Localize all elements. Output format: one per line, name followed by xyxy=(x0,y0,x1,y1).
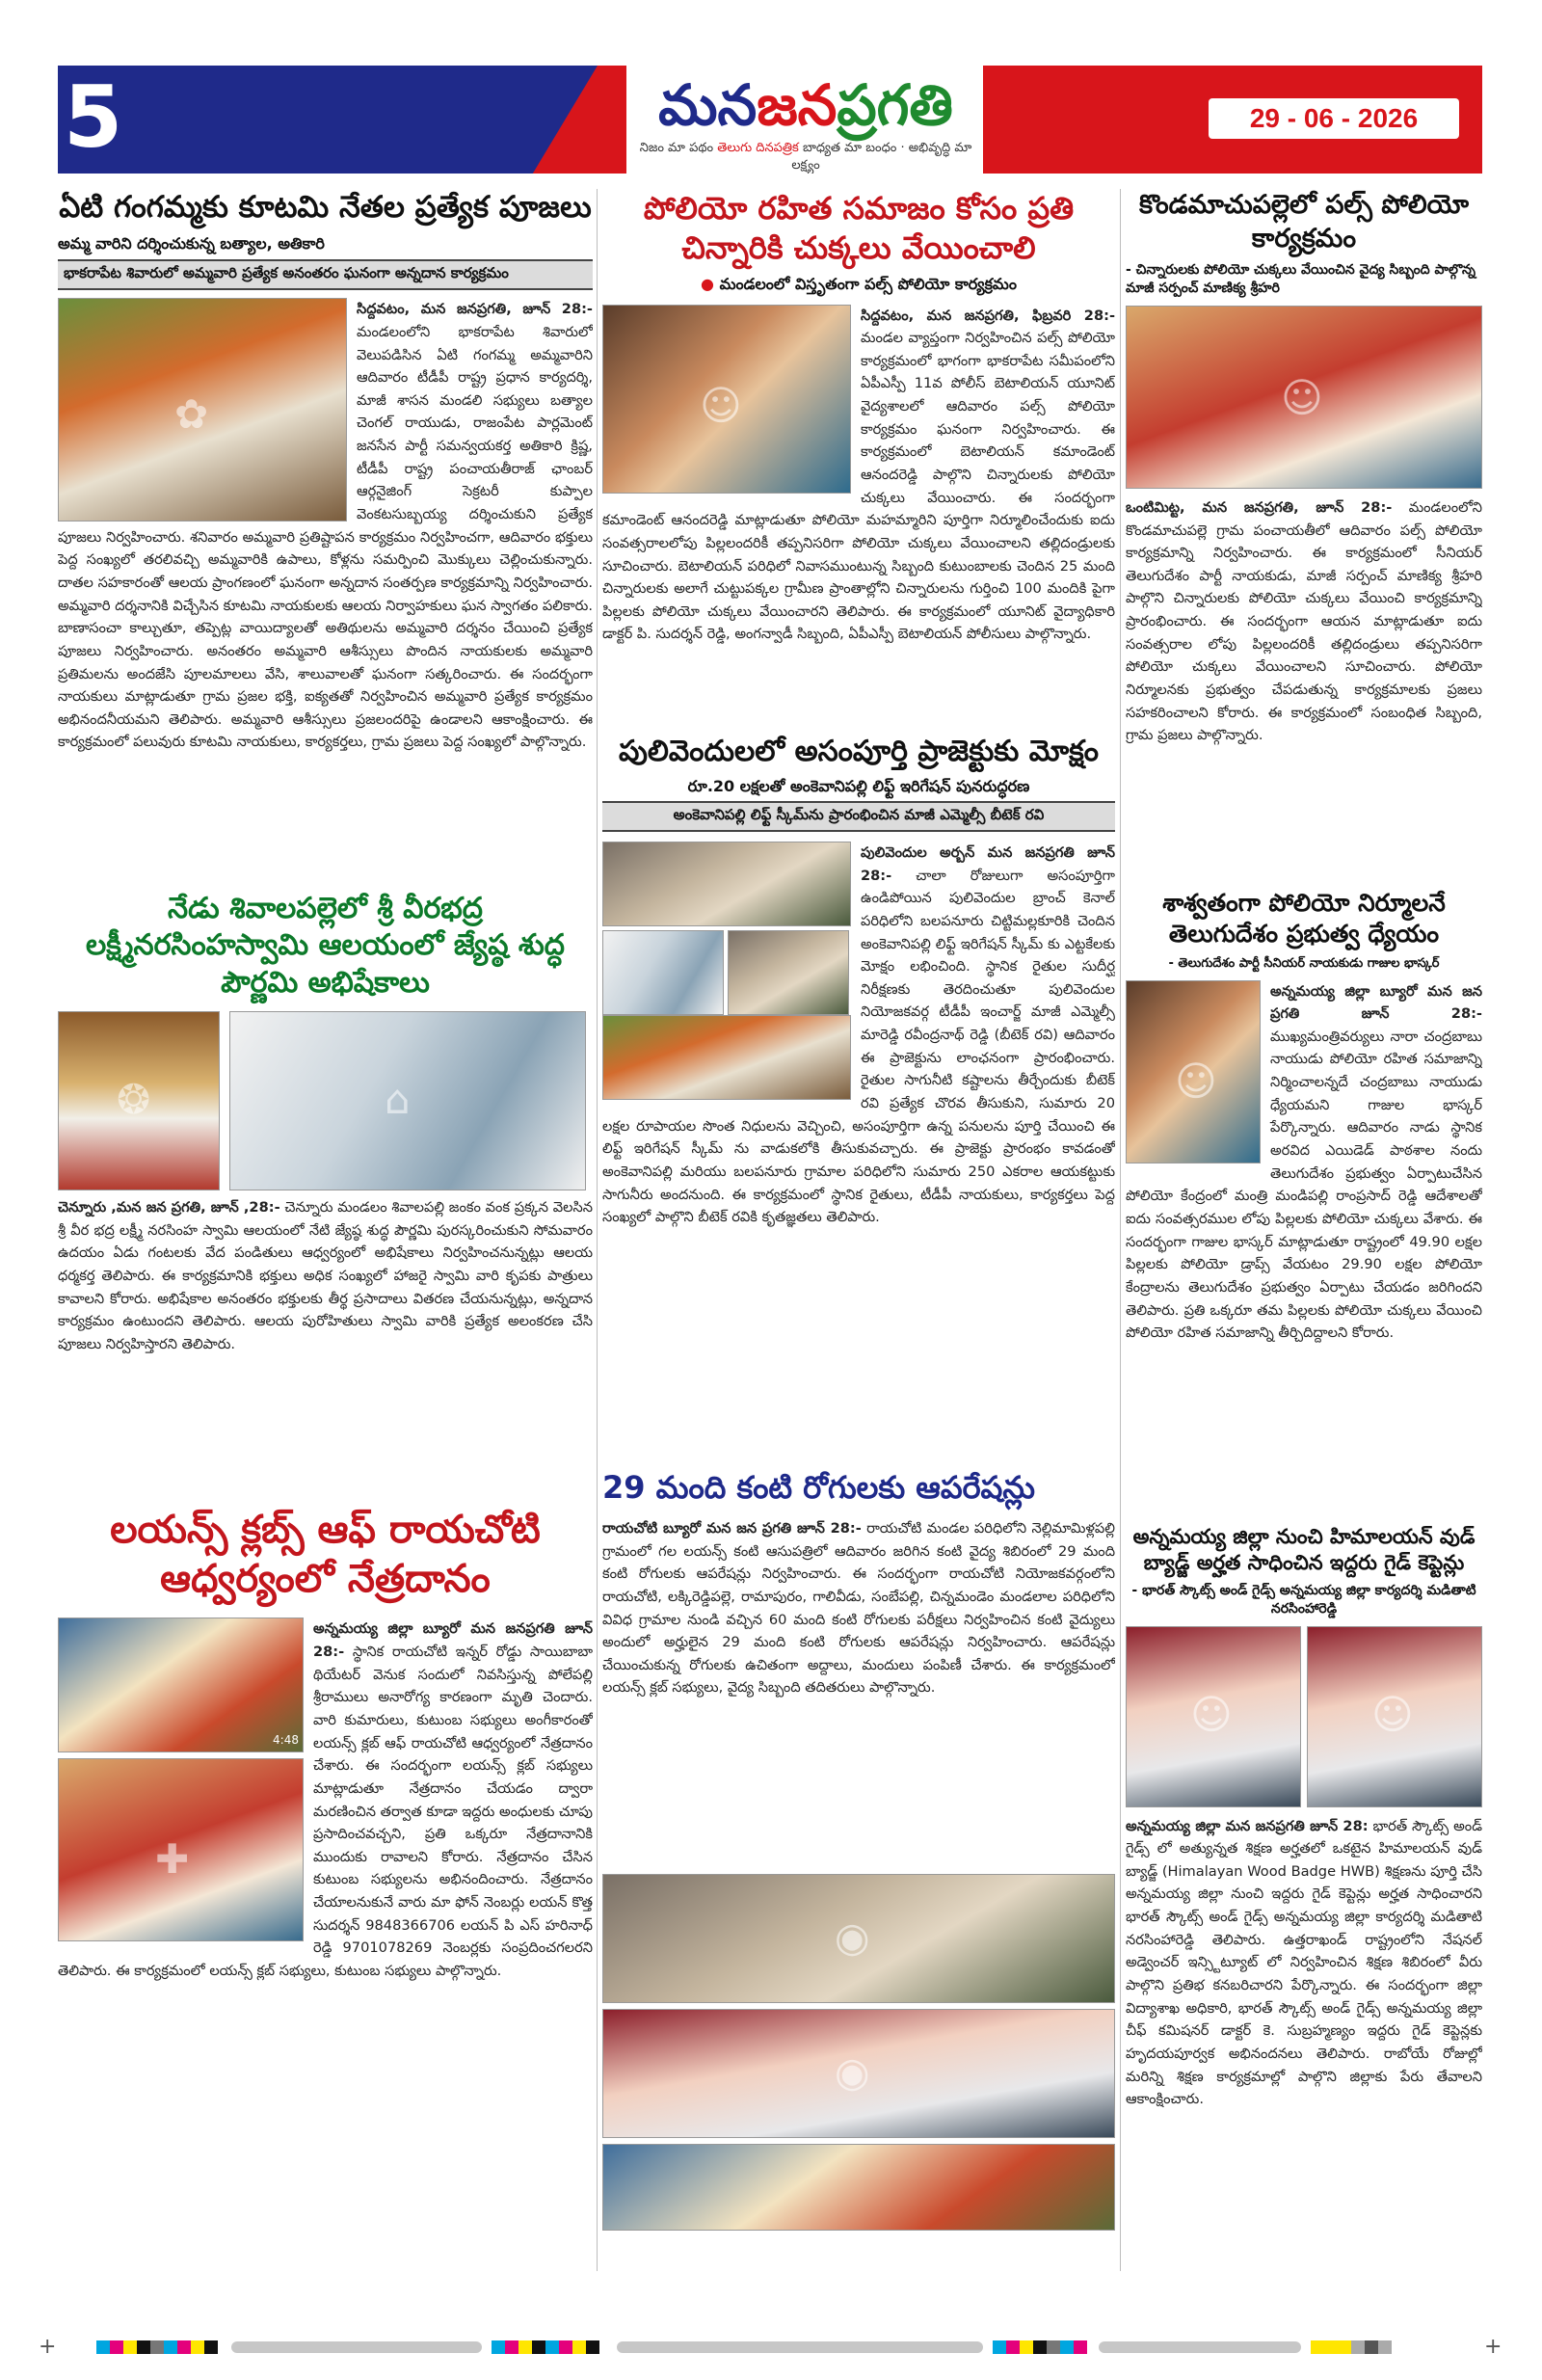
column-divider-2 xyxy=(1120,189,1121,2271)
article-dateline: రాయచోటి బ్యూరో మన జన ప్రగతి జూన్ 28:- xyxy=(602,1519,862,1537)
article-highlight-bar: అంకెవానిపల్లి లిఫ్ట్ స్కీమ్‌ను ప్రారంభించిన మాజీ ఎమ్మెల్సీ బీటెక్ రవి xyxy=(602,801,1115,832)
article-photo: ☺ xyxy=(1126,980,1261,1163)
article-headline: పోలియో రహిత సమాజం కోసం ప్రతి చిన్నారికి చుక్కలు వేయించాలి xyxy=(643,190,1075,266)
article-himalayan-wood-badge xyxy=(1126,1524,1482,2380)
article-subheadline: రూ.20 లక్షలతో అంకెవానిపల్లి లిఫ్ట్ ఇరిగేషన్ పునరుద్ధరణ xyxy=(687,777,1030,796)
article-dateline: పులివెందుల అర్బన్ మన జనప్రగతి జూన్ 28:- xyxy=(861,843,1115,884)
article-photo: ☺ xyxy=(1126,306,1482,489)
article-body xyxy=(58,298,593,876)
article-veerabhadra-temple xyxy=(58,891,593,1498)
column-right xyxy=(1126,189,1482,2380)
grey-bar-2 xyxy=(617,2341,983,2353)
article-dateline: చెన్నూరు ,మన జన ప్రగతి, జూన్ ,28:- xyxy=(58,1199,280,1217)
logo-part-3: ప్రగతి xyxy=(837,72,953,138)
project-photo-1 xyxy=(602,842,851,926)
article-text: రాయచోటి మండల పరిధిలోని నెల్లిమామిళ్లపల్లి గ్రామంలో గల లయన్స్ కంటి ఆసుపత్రిలో ఆదివారం జరిగిన కంటి వైద్య శిబిరంలో 29 మంది కంటి రోగులకు ఆపరేషన్లు నిర్వహించారు. ఈ సందర్భంగా రాయచోటి నియోజకవర్గంలోని రాయచోటి, లక్కిరెడ్డిపల్లె, రామాపురం, గాలివీడు, సంబేపల్లి, చిన్నమండెం మండలాల పరిధిలోని వివిధ గ్రామాల నుండి వచ్చిన 60 మంది కంటి రోగులకు పరీక్షలు నిర్వహించిన కంటి వైద్యులు అందులో అర్హులైన 29 మంది కంటి రోగులకు ఆపరేషన్లు నిర్వహించారు. ఆపరేషన్లు చేయించుకున్న రోగులకు ఉచితంగా అద్దాలు, మందులు పంపిణీ చేశారు. ఈ కార్యక్రమంలో లయన్స్ క్లబ్ సభ్యులు, వైద్య సిబ్బంది తదితరులు పాల్గొన్నారు. xyxy=(602,1519,1115,1697)
grey-bar-1 xyxy=(231,2341,482,2353)
article-body xyxy=(58,1618,593,2254)
article-photo: ☺ xyxy=(602,305,851,494)
logo-part-1: మన xyxy=(658,72,758,138)
article-body xyxy=(1126,980,1482,1514)
article-text: మండల వ్యాప్తంగా నిర్వహించిన పల్స్ పోలియో కార్యక్రమంలో భాగంగా భాకరాపేట సమీపంలోని ఏపీఎస్పీ 11వ పోలీస్ బెటాలియన్ యూనిట్ వైద్యశాలలో ఆదివారం పల్స్ పోలియో కార్యక్రమం ఘనంగా నిర్వహించారు. ఈ కార్యక్రమంలో బెటాలియన్ కమాండెంట్ ఆనందరెడ్డి పాల్గొని చిన్నారులకు పోలియో చుక్కలు వేయించారు. ఈ సందర్భంగా కమాండెంట్ ఆనందరెడ్డి మాట్లాడుతూ పోలియో మహమ్మారిని పూర్తిగా నిర్మూలించేందుకు ఐదు సంవత్సరాలలోపు పిల్లలందరికీ తప్పనిసరిగా పోలియో చుక్కలు వేయించాలని తల్లిదండ్రులకు సూచించారు. బెటాలియన్ పరిధిలో నివాసముంటున్న సిబ్బంది కుటుంబాలకు చెందిన 25 మంది చిన్నారులకు అలాగే చుట్టుపక్కల గ్రామీణ ప్రాంతాల్లోని చిన్నారులను గుర్తించి 100 మందికి పైగా పిల్లలకు పోలియో చుక్కలు వేయించారని తెలిపారు. ఈ కార్యక్రమంలో యూనిట్ వైద్యాధికారి డాక్టర్ పి. సుదర్శన్ రెడ్డి, అంగన్వాడీ సిబ్బంది, ఏపీఎస్పీ బెటాలియన్ పోలీసులు పాల్గొన్నారు. xyxy=(602,330,1115,643)
article-dateline: అన్నమయ్య జిల్లా మన జనప్రగతి జూన్ 28: xyxy=(1126,1817,1369,1834)
article-photo: ✿ xyxy=(58,298,347,521)
project-photo-4 xyxy=(602,1015,851,1100)
column-left xyxy=(58,189,593,2267)
grey-bar-3 xyxy=(1099,2341,1301,2353)
article-text: మండలంలోని భాకరాపేట శివారులో వెలుపడిసిన ఏటి గంగమ్మ అమ్మవారిని ఆదివారం టీడీపీ రాష్ట్ర ప్రధాన కార్యదర్శి, మాజీ శాసన మండలి సభ్యులు బత్యాల చెంగల్ రాయుడు, రాజంపేట పార్లమెంట్ జనసేన పార్టీ సమన్వయకర్త అతికారి క్రిష్ణ, టీడీపీ రాష్ట్ర పంచాయతీరాజ్ ఛాంబర్ ఆర్గనైజింగ్ సెక్రటరీ కుప్పాల వెంకటసుబ్బయ్య దర్శించుకుని ప్రత్యేక పూజలు నిర్వహించారు. శనివారం అమ్మవారి ప్రతిష్టాపన కార్యక్రమం నిర్వహించగా, ఆదివారం భక్తులు పెద్ద సంఖ్యలో తరలివచ్చి అమ్మవారికి ఉపాలు, కోళ్లను సమర్పించి మొక్కులు చెల్లించుకున్నారు. దాతల సహకారంతో ఆలయ ప్రాంగణంలో ఘనంగా అన్నదాన సంతర్పణ కార్యక్రమాన్ని నిర్వహించారు. అమ్మవారి దర్శనానికి విచ్చేసిన కూటమి నాయకులకు ఆలయ నిర్వాహకులు ఘన స్వాగతం పలికారు. బాణాసంచా కాల్చుతూ, తప్పెట్ల వాయిద్యాలతో అతిథులను అమ్మవారి దర్శనం చేయించి ప్రత్యేక పూజలు నిర్వహించారు. అనంతరం అమ్మవారి ఆశీస్సులు పొందిన నాయకులకు అమ్మవారి ప్రతిమలను అందజేసి పూలమాలలు వేసి, శాలువాలతో ఘనంగా సత్కరించారు. ఈ సందర్భంగా నాయకులు మాట్లాడుతూ గ్రామ ప్రజల భక్తి, ఐక్యతతో నిర్వహించిన అమ్మవారి ప్రత్యేక కార్యక్రమం అభినందనీయమని తెలిపారు. అమ్మవారి ఆశీస్సులు ప్రజలందరిపై ఉండాలని ఆకాంక్షించారు. ఈ కార్యక్రమంలో పలువురు కూటమి నాయకులు, కార్యకర్తలు, గ్రామ ప్రజలు పెద్ద సంఖ్యలో పాల్గొన్నారు. xyxy=(58,323,593,751)
article-subheadline: - చిన్నారులకు పోలియో చుక్కలు వేయించిన వైద్య సిబ్బంది పాల్గొన్న మాజీ సర్పంచ్ మాణిక్య శ్రీహరి xyxy=(1126,262,1476,296)
article-subheadline-text: మండలంలో విస్తృతంగా పల్స్ పోలియో కార్యక్రమం xyxy=(719,274,1017,293)
logo-tagline-3: అభివృద్ధి మా లక్ష్యం xyxy=(791,141,972,173)
project-photo-2 xyxy=(602,930,724,1015)
article-photo-stack xyxy=(58,1618,304,1941)
article-text: చాలా రోజులుగా అసంపూర్తిగా ఉండిపోయిన పులివెందుల బ్రాంచ్ కెనాల్ పరిధిలోని బలపనూరు చిట్టిమల్లకూరికి చెందిన అంకెవానిపల్లి లిఫ్ట్ ఇరిగేషన్ స్కీమ్ కు ఎట్టకేలకు మోక్షం లభించింది. స్థానిక రైతుల సుదీర్ఘ నిరీక్షణకు తెరదించుతూ పులివెందుల నియోజకవర్గ టీడీపీ ఇంచార్జ్ మాజీ ఎమ్మెల్సీ మారెడ్డి రవీంద్రనాథ్ రెడ్డి (బీటెక్ రవి) ఆదివారం ఈ ప్రాజెక్టును లాంఛనంగా ప్రారంభించారు. రైతుల సాగునీటి కష్టాలను తీర్చేందుకు బీటెక్ రవి ప్రత్యేక చొరవ తీసుకుని, సుమారు 20 లక్షల రూపాయల సొంత నిధులను వెచ్చించి, అసంపూర్తిగా ఉన్న పనులను పూర్తి చేయించి ఈ లిఫ్ట్ ఇరిగేషన్ స్కీమ్ ను వాడుకలోకి తీసుకువచ్చారు. ఈ ప్రాజెక్టు ప్రారంభం కావడంతో అంకెవానిపల్లి మరియు బలపనూరు గ్రామాల పరిధిలోని సుమారు 250 ఎకరాల ఆయకట్టుకు సాగునీరు అందనుంది. ఈ కార్యక్రమంలో స్థానిక రైతులు, టీడీపీ నాయకులు, కార్యకర్తలు పెద్ద సంఖ్యలో పాల్గొని బీటెక్ రవికి కృతజ్ఞతలు తెలిపారు. xyxy=(602,867,1115,1226)
photo-timestamp: 4:48 xyxy=(273,1732,299,1747)
column-middle xyxy=(602,189,1115,2259)
project-photo-3 xyxy=(728,930,849,1015)
article-photo-grid xyxy=(602,842,851,1100)
article-headline: పులివెందులలో అసంపూర్తి ప్రాజెక్టుకు మోక్షం xyxy=(618,735,1099,768)
article-highlight-bar: భాకరాపేట శివారులో అమ్మవారి ప్రత్యేక అనంతరం ఘనంగా అన్నదాన కార్యక్రమం xyxy=(58,259,593,290)
eye-camp-photo-1: ◉ xyxy=(602,1874,1115,2003)
page-number: 5 xyxy=(64,67,123,167)
issue-date: 29 - 06 - 2026 xyxy=(1209,98,1459,139)
color-bar-middle xyxy=(492,2340,599,2354)
eye-camp-photo-3 xyxy=(602,2144,1115,2231)
article-polio-free-society xyxy=(602,189,1115,724)
masthead-blue-band xyxy=(58,66,598,174)
article-headline: 29 మంది కంటి రోగులకు ఆపరేషన్లు xyxy=(602,1469,1035,1506)
temple-deity-photo: ❂ xyxy=(58,1011,220,1190)
article-dateline: సిద్దవటం, మన జనప్రగతి, ఫిబ్రవరి 28:- xyxy=(861,307,1115,324)
article-body xyxy=(602,305,1115,719)
article-subheadline: - తెలుగుదేశం పార్టీ సీనియర్ నాయకుడు గాజుల భాస్కర్ xyxy=(1168,956,1440,971)
article-eye-operations xyxy=(602,1468,1115,2259)
print-registration-strip xyxy=(39,2337,1503,2358)
guide-captain-photo-1: ☺ xyxy=(1126,1626,1301,1807)
article-headline: కొండమాచుపల్లెలో పల్స్ పోలియో కార్యక్రమం xyxy=(1138,190,1470,254)
article-headline: అన్నమయ్య జిల్లా నుంచి హిమాలయన్ వుడ్ బ్యాడ్జ్ అర్హత సాధించిన ఇద్దరు గైడ్ కెప్టెన్లు xyxy=(1132,1525,1476,1574)
article-headline: లయన్స్ క్లబ్స్ ఆఫ్ రాయచోటి ఆధ్వర్యంలో నేత్రదానం xyxy=(110,1508,541,1602)
article-body xyxy=(1126,496,1482,878)
logo-sub: తెలుగు దినపత్రిక xyxy=(717,141,799,155)
article-kondamachupalle-polio xyxy=(1126,189,1482,878)
article-dateline: సిద్దవటం, మన జనప్రగతి, జూన్ 28:- xyxy=(357,301,593,318)
article-subheadline xyxy=(602,274,1115,295)
registration-mark-icon: + xyxy=(1484,2335,1502,2359)
logo-tagline-2: బాధ్యత మా బంధం xyxy=(802,141,897,155)
color-bar-end xyxy=(1311,2340,1392,2354)
article-text: ముఖ్యమంత్రివర్యులు నారా చంద్రబాబు నాయుడు పోలియో రహిత సమాజాన్ని నిర్మించాలన్నదే చంద్రబాబు నాయుడు ధ్యేయమని గాజుల భాస్కర్ పేర్కొన్నారు. ఆదివారం నాడు స్థానిక అరవిద ఎయిడెడ్ పాఠశాల నందు తెలుగుదేశం ప్రభుత్వం ఏర్పాటుచేసిన పోలియో కేంద్రంలో మంత్రి మండిపల్లి రాంప్రసాద్ రెడ్డి ఆదేశాలతో ఐదు సంవత్సరముల లోపు పిల్లలకు పోలియో చుక్కలు వేశారు. ఈ సందర్భంగా గాజుల భాస్కర్ మాట్లాడుతూ రాష్ట్రంలో 49.90 లక్షల పిల్లలకు పోలియో డ్రాప్స్ వేయటం 29.90 లక్షల పోలియో కేంద్రాలను తెలుగుదేశం ప్రభుత్వం ఏర్పాటు చేయడం జరిగిందని తెలిపారు. ప్రతి ఒక్కరూ తమ పిల్లలకు పోలియో చుక్కలు వేయించి పోలియో రహిత సమాజాన్ని తీర్చిదిద్దాలని కోరారు. xyxy=(1126,1028,1482,1342)
logo-tagline-1: నిజం మా పథం xyxy=(639,141,714,155)
logo-part-2: జన xyxy=(757,72,837,138)
article-dateline: అన్నమయ్య జిల్లా బ్యూరో మన జనప్రగతి జూన్ 28:- xyxy=(313,1620,593,1661)
article-lions-eye-donation xyxy=(58,1506,593,2267)
article-gangamma-puja xyxy=(58,189,593,883)
article-subheadline: అమ్మ వారిని దర్శించుకున్న బత్యాల, అతికారి xyxy=(58,233,325,253)
guide-captain-photo-2: ☺ xyxy=(1307,1626,1482,1807)
color-bar-left xyxy=(96,2340,218,2354)
eye-camp-photo-2: ◉ xyxy=(602,2009,1115,2138)
article-body xyxy=(58,1196,593,1498)
article-subheadline: - భారత్ స్కౌట్స్ అండ్ గైడ్స్ అన్నమయ్య జిల్లా కార్యదర్శి మడితాటి నరసింహారెడ్డి xyxy=(1131,1582,1476,1617)
eye-donation-photo-2: ✚ xyxy=(58,1758,304,1941)
column-divider-1 xyxy=(597,189,598,2271)
article-polio-eradication-goal xyxy=(1126,888,1482,1514)
article-body xyxy=(1126,1815,1482,2380)
article-pulivendula-project xyxy=(602,734,1115,1457)
temple-building-photo: ⌂ xyxy=(229,1011,586,1190)
article-headline: నేడు శివాలపల్లెలో శ్రీ వీరభద్ర లక్ష్మీనరసింహస్వామి ఆలయంలో జ్యేష్ఠ శుద్ధ పౌర్ణమి అభిషేకాలు xyxy=(86,892,565,1000)
article-dateline: ఒంటిమిట్ట, మన జనప్రగతి, జూన్ 28:- xyxy=(1126,498,1393,516)
logo-tagline: నిజం మా పథం తెలుగు దినపత్రిక బాధ్యత మా బంధం · అభివృద్ధి మా లక్ష్యం xyxy=(639,141,972,173)
bullet-icon: ● xyxy=(701,274,714,293)
color-bar-right xyxy=(993,2340,1087,2354)
newspaper-logo xyxy=(634,71,977,173)
logo-title xyxy=(634,71,977,139)
article-text: మండలంలోని కొండమాచుపల్లె గ్రామ పంచాయతీలో ఆదివారం పల్స్ పోలియో కార్యక్రమాన్ని నిర్వహించారు. ఈ కార్యక్రమంలో సీనియర్ తెలుగుదేశం పార్టీ నాయకుడు, మాజీ సర్పంచ్ మాణిక్య శ్రీహరి పాల్గొని చిన్నారులకు పోలియో చుక్కలు వేయించి కార్యక్రమాన్ని ప్రారంభించారు. ఈ సందర్భంగా ఆయన మాట్లాడుతూ ఐదు సంవత్సరాల లోపు పిల్లలందరికీ తల్లిదండ్రులు తప్పనిసరిగా పోలియో చుక్కలు వేయించాలని సూచించారు. పోలియో నిర్మూలనకు ప్రభుత్వం చేపడుతున్న కార్యక్రమాలకు ప్రజలు సహకరించాలని కోరారు. ఈ కార్యక్రమంలో సంబంధిత సిబ్బంది, గ్రామ ప్రజలు పాల్గొన్నారు. xyxy=(1126,498,1482,744)
article-text: భారత్ స్కౌట్స్ అండ్ గైడ్స్ లో అత్యున్నత శిక్షణ అర్హతలో ఒకటైన హిమాలయన్ వుడ్ బ్యాడ్జ్ (Himalayan Wood Badge HWB) శిక్షణను పూర్తి చేసి అన్నమయ్య జిల్లా నుంచి ఇద్దరు గైడ్ కెప్టెన్లు అర్హత సాధించారని భారత్ స్కౌట్స్ అండ్ గైడ్స్ అన్నమయ్య జిల్లా కార్యదర్శి మడితాటి నరసింహారెడ్డి తెలిపారు. ఉత్తరాఖండ్ రాష్ట్రంలోని నేషనల్ అడ్వెంచర్ ఇన్స్టిట్యూట్ లో నిర్వహించిన శిక్షణ శిబిరంలో వీరు పాల్గొని ప్రతిభ కనబరిచారని పేర్కొన్నారు. ఈ సందర్భంగా జిల్లా విద్యాశాఖ అధికారి, భారత్ స్కౌట్స్ అండ్ గైడ్స్ అన్నమయ్య జిల్లా చీఫ్ కమిషనర్ డాక్టర్ కె. సుబ్రహ్మణ్యం ఇద్దరు గైడ్ కెప్టెన్లకు హృదయపూర్వక అభినందనలు తెలిపారు. రాబోయే రోజుల్లో మరిన్ని శిక్షణ కార్యక్రమాల్లో పాల్గొని జిల్లాకు పేరు తేవాలని ఆకాంక్షించారు. xyxy=(1126,1817,1482,2108)
article-body xyxy=(602,1517,1115,1864)
eye-donation-photo-1 xyxy=(58,1618,304,1752)
article-headline: శాశ్వతంగా పోలియో నిర్మూలనే తెలుగుదేశం ప్రభుత్వ ధ్యేయం xyxy=(1162,889,1446,948)
masthead xyxy=(58,66,1482,174)
article-body xyxy=(602,842,1115,1457)
article-dateline: అన్నమయ్య జిల్లా బ్యూరో మన జన ప్రగతి జూన్ 28:- xyxy=(1270,982,1482,1023)
article-text: చెన్నూరు మండలం శివాలపల్లి జంకం వంక ప్రక్కన వెలసిన శ్రీ వీర భద్ర లక్ష్మీ నరసింహ స్వామి ఆలయంలో నేటి జ్యేష్ఠ శుద్ధ పౌర్ణమి పురస్కరించుకుని సోమవారం ఉదయం ఏడు గంటలకు వేద పండితులు ఆధ్వర్యంలో అభిషేకాలు నిర్వహించనున్నట్లు ఆలయ ధర్మకర్త తెలిపారు. ఈ కార్యక్రమానికి భక్తులు అధిక సంఖ్యలో హాజరై స్వామి వారి కృపకు పాత్రులు కావాలని కోరారు. అభిషేకాల అనంతరం భక్తులకు తీర్థ ప్రసాదాలు వితరణ చేయనున్నట్లు, అన్నదాన కార్యక్రమం ఉంటుందని తెలిపారు. ఆలయ పురోహితులు స్వామి వారికి ప్రత్యేక అలంకరణ చేసి పూజలు నిర్వహిస్తారని తెలిపారు. xyxy=(58,1199,593,1353)
article-headline: ఏటి గంగమ్మకు కూటమి నేతల ప్రత్యేక పూజలు xyxy=(59,190,592,225)
registration-mark-icon: + xyxy=(39,2335,57,2359)
article-text: స్థానిక రాయచోటి ఇన్నర్ రోడ్డు సాయిబాబా థియేటర్ వెనుక సందులో నివసిస్తున్న పోలేపల్లి శ్రీరాములు అనారోగ్య కారణంగా మృతి చెందారు. వారి కుమారులు, కుటుంబ సభ్యులు అంగీకారంతో లయన్స్ క్లబ్ ఆఫ్ రాయచోటి ఆధ్వర్యంలో నేత్రదానం చేశారు. ఈ సందర్భంగా లయన్స్ క్లబ్ సభ్యులు మాట్లాడుతూ నేత్రదానం చేయడం ద్వారా మరణించిన తర్వాత కూడా ఇద్దరు అంధులకు చూపు ప్రసాదించవచ్చని, ప్రతి ఒక్కరూ నేత్రదానానికి ముందుకు రావాలని కోరారు. నేత్రదానం చేసిన కుటుంబ సభ్యులను అభినందించారు. నేత్రదానం చేయాలనుకునే వారు మా ఫోన్ నెంబర్లు లయన్ కొత్త సుదర్శన్ 9848366706 లయన్ పి ఎస్ హరినాధ్ రెడ్డి 9701078269 నెంబర్లకు సంప్రదించగలరని తెలిపారు. ఈ కార్యక్రమంలో లయన్స్ క్లబ్ సభ్యులు, కుటుంబ సభ్యులు పాల్గొన్నారు. xyxy=(58,1644,593,1979)
